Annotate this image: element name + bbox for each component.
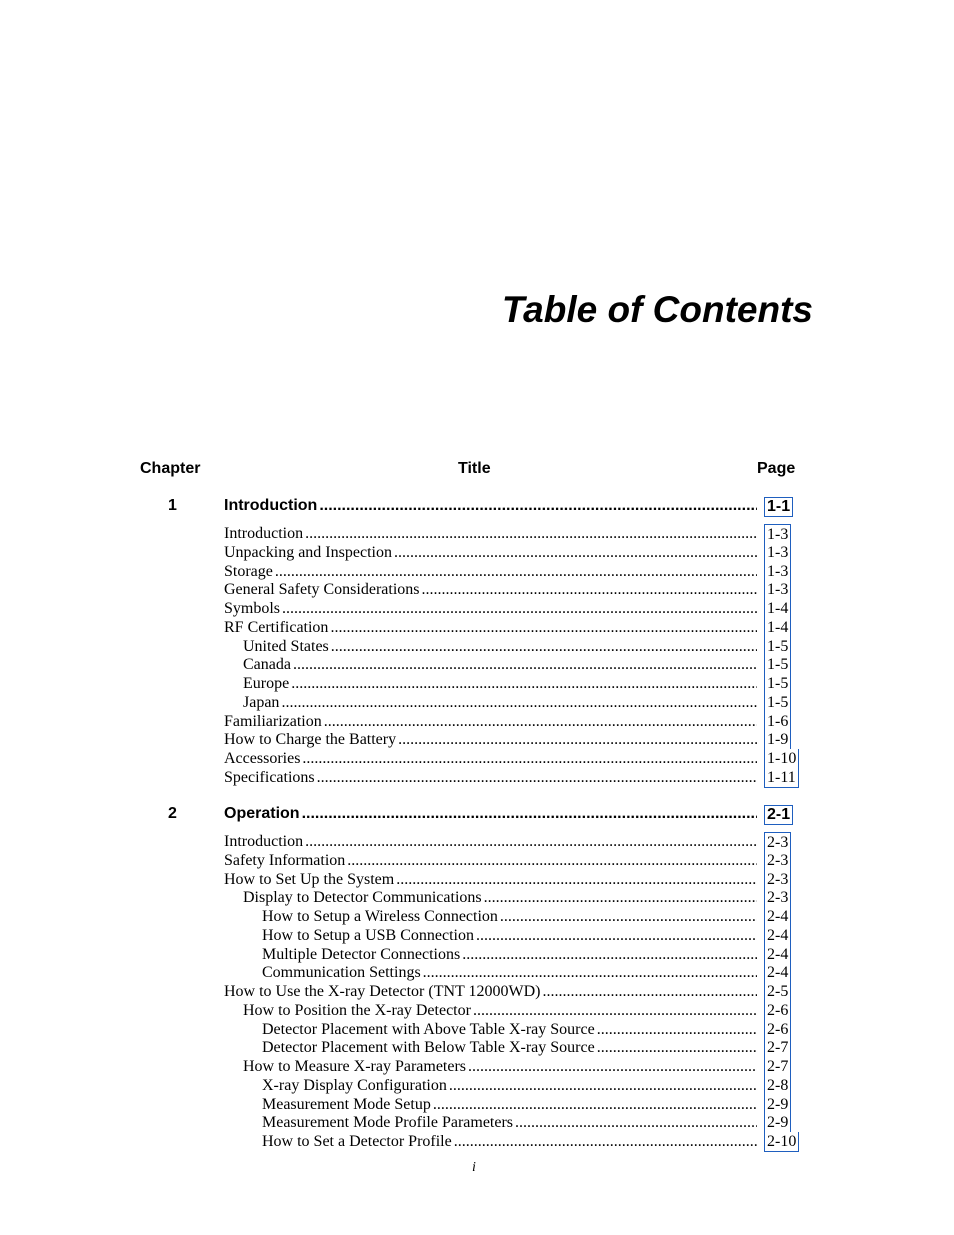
entry-title-leader xyxy=(262,1132,757,1151)
entry-title-leader xyxy=(224,562,757,581)
toc-entry xyxy=(0,1132,954,1151)
entry-page-link[interactable]: 2-5 xyxy=(764,982,791,1001)
chapter-title-leader xyxy=(224,496,757,516)
entry-title-leader xyxy=(224,712,757,731)
entry-page-link[interactable]: 2-3 xyxy=(764,870,791,889)
entry-title: Multiple Detector Connections xyxy=(262,946,461,963)
page-title: Table of Contents xyxy=(501,289,813,330)
entry-title: How to Set a Detector Profile xyxy=(262,1133,452,1150)
entry-page-link[interactable]: 2-4 xyxy=(764,926,791,945)
entry-title-leader xyxy=(243,637,757,656)
entry-title-leader xyxy=(243,888,757,907)
entry-title: United States xyxy=(243,638,329,655)
toc-entry xyxy=(0,907,954,926)
column-header-chapter: Chapter xyxy=(140,460,201,477)
toc-entry xyxy=(0,1076,954,1095)
entry-page-link[interactable]: 1-6 xyxy=(764,712,791,731)
entry-title: Symbols xyxy=(224,600,281,617)
toc-entry xyxy=(0,851,954,870)
entry-title: Introduction xyxy=(224,833,304,850)
entry-title-leader xyxy=(224,870,757,889)
chapter-title: Operation xyxy=(224,805,300,822)
entry-title: How to Charge the Battery xyxy=(224,731,397,748)
toc-entry xyxy=(0,768,954,787)
entry-page-link[interactable]: 2-4 xyxy=(764,963,791,982)
entry-title: How to Position the X-ray Detector xyxy=(243,1002,471,1019)
toc-entry xyxy=(0,618,954,637)
entry-title-leader xyxy=(224,524,757,543)
entry-title: Communication Settings xyxy=(262,964,421,981)
entry-title-leader xyxy=(224,580,757,599)
chapter-row xyxy=(0,804,954,823)
entry-page-link[interactable]: 1-3 xyxy=(764,562,791,581)
entry-page-link[interactable]: 1-10 xyxy=(764,749,799,768)
entry-title-leader xyxy=(224,982,757,1001)
entry-title-leader xyxy=(243,693,757,712)
toc-entry xyxy=(0,982,954,1001)
column-header-page: Page xyxy=(757,460,796,477)
entry-page-link[interactable]: 2-3 xyxy=(764,832,791,852)
toc-entry xyxy=(0,1095,954,1114)
chapter-title: Introduction xyxy=(224,497,318,514)
entry-title: RF Certification xyxy=(224,619,329,636)
toc-entry xyxy=(0,674,954,693)
entry-title-leader xyxy=(243,1001,757,1020)
entry-title: How to Use the X-ray Detector (TNT 12000WD) xyxy=(224,983,541,1000)
chapter-row xyxy=(0,496,954,515)
toc-entry xyxy=(0,926,954,945)
entry-title-leader xyxy=(262,1076,757,1095)
entry-title-leader xyxy=(262,945,757,964)
entry-title: How to Measure X-ray Parameters xyxy=(243,1058,467,1075)
toc-entry xyxy=(0,599,954,618)
toc-entry xyxy=(0,655,954,674)
entry-title: Measurement Mode Setup xyxy=(262,1096,431,1113)
entry-page-link[interactable]: 1-3 xyxy=(764,543,791,562)
chapter-page-link[interactable]: 1-1 xyxy=(764,497,793,517)
entry-title: Measurement Mode Profile Parameters xyxy=(262,1114,514,1131)
chapter-number: 1 xyxy=(168,497,177,514)
entry-title-leader xyxy=(224,618,757,637)
entry-title-leader xyxy=(262,907,757,926)
toc-entry xyxy=(0,524,954,543)
entry-page-link[interactable]: 1-5 xyxy=(764,693,791,712)
entry-title-leader xyxy=(243,674,757,693)
entry-page-link[interactable]: 1-4 xyxy=(764,599,791,618)
entry-page-link[interactable]: 1-11 xyxy=(764,768,799,788)
toc-entry xyxy=(0,543,954,562)
toc-entry xyxy=(0,1113,954,1132)
toc-entry xyxy=(0,712,954,731)
entry-title-leader xyxy=(262,1020,757,1039)
toc-entry xyxy=(0,1057,954,1076)
entry-title-leader xyxy=(224,749,757,768)
entry-title-leader xyxy=(243,1057,757,1076)
entry-page-link[interactable]: 1-4 xyxy=(764,618,791,637)
toc-entry xyxy=(0,945,954,964)
toc-entry xyxy=(0,1038,954,1057)
entry-page-link[interactable]: 2-9 xyxy=(764,1113,791,1132)
entry-title-leader xyxy=(224,768,757,787)
entry-title: Display to Detector Communications xyxy=(243,889,482,906)
entry-title-leader xyxy=(224,730,757,749)
entry-title: Safety Information xyxy=(224,852,346,869)
entry-page-link[interactable]: 2-3 xyxy=(764,888,791,907)
entry-page-link[interactable]: 2-7 xyxy=(764,1038,791,1057)
entry-page-link[interactable]: 2-9 xyxy=(764,1095,791,1114)
entry-page-link[interactable]: 1-3 xyxy=(764,524,791,544)
entry-title-leader xyxy=(262,1038,757,1057)
entry-title: How to Setup a USB Connection xyxy=(262,927,474,944)
entry-title: Detector Placement with Below Table X-ray Source xyxy=(262,1039,595,1056)
entry-title: General Safety Considerations xyxy=(224,581,420,598)
entry-page-link[interactable]: 2-6 xyxy=(764,1020,791,1039)
page-number: i xyxy=(472,1160,476,1175)
entry-page-link[interactable]: 2-10 xyxy=(764,1132,799,1152)
entry-title-leader xyxy=(262,926,757,945)
toc-entry xyxy=(0,749,954,768)
chapter-page-link[interactable]: 2-1 xyxy=(764,805,793,825)
entry-page-link[interactable]: 2-6 xyxy=(764,1001,791,1020)
entry-page-link[interactable]: 2-8 xyxy=(764,1076,791,1095)
entry-title: Familiarization xyxy=(224,713,322,730)
toc-entry xyxy=(0,963,954,982)
entry-title-leader xyxy=(262,1095,757,1114)
entry-title-leader xyxy=(262,1113,757,1132)
entry-page-link[interactable]: 1-5 xyxy=(764,674,791,693)
entry-page-link[interactable]: 1-9 xyxy=(764,730,791,749)
entry-page-link[interactable]: 2-4 xyxy=(764,945,791,964)
toc-entry xyxy=(0,1020,954,1039)
entry-page-link[interactable]: 1-3 xyxy=(764,580,791,599)
entry-page-link[interactable]: 1-5 xyxy=(764,637,791,656)
toc-entry xyxy=(0,1001,954,1020)
entry-page-link[interactable]: 2-4 xyxy=(764,907,791,926)
column-header-title: Title xyxy=(458,460,491,477)
toc-entry xyxy=(0,888,954,907)
entry-title: Accessories xyxy=(224,750,301,767)
chapter-number: 2 xyxy=(168,805,177,822)
entry-title: Japan xyxy=(243,694,280,711)
toc-entry xyxy=(0,730,954,749)
entry-title: How to Setup a Wireless Connection xyxy=(262,908,498,925)
toc-entry xyxy=(0,562,954,581)
entry-title: Europe xyxy=(243,675,290,692)
entry-title-leader xyxy=(224,599,757,618)
entry-title: X-ray Display Configuration xyxy=(262,1077,447,1094)
chapter-title-leader xyxy=(224,804,757,824)
toc-entry xyxy=(0,870,954,889)
entry-title-leader xyxy=(224,543,757,562)
entry-title-leader xyxy=(224,851,757,870)
toc-entry xyxy=(0,693,954,712)
entry-page-link[interactable]: 2-3 xyxy=(764,851,791,870)
entry-title-leader xyxy=(224,832,757,851)
entry-title: Introduction xyxy=(224,525,304,542)
toc-entry xyxy=(0,832,954,851)
entry-title: Unpacking and Inspection xyxy=(224,544,392,561)
entry-title-leader xyxy=(262,963,757,982)
entry-title: Specifications xyxy=(224,769,315,786)
entry-title: How to Set Up the System xyxy=(224,871,395,888)
entry-title-leader xyxy=(243,655,757,674)
entry-page-link[interactable]: 1-5 xyxy=(764,655,791,674)
entry-page-link[interactable]: 2-7 xyxy=(764,1057,791,1076)
toc-entry xyxy=(0,637,954,656)
toc-entry xyxy=(0,580,954,599)
entry-title: Canada xyxy=(243,656,291,673)
entry-title: Detector Placement with Above Table X-ray Source xyxy=(262,1021,595,1038)
entry-title: Storage xyxy=(224,563,273,580)
